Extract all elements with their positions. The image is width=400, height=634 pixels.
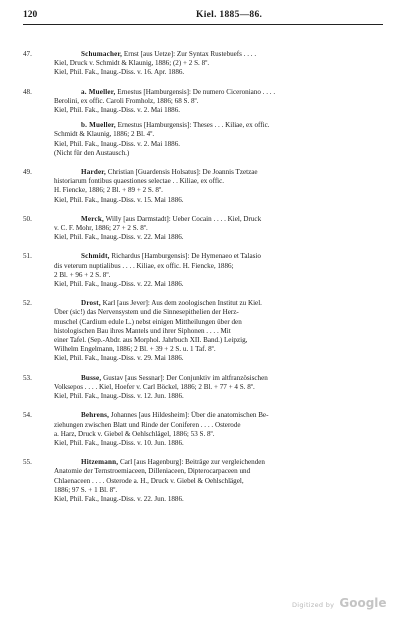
entry-body (54, 50, 383, 78)
entry-text: Gustav [aus Sessnar]: Der Conjunktiv im altfranzösischen (101, 373, 268, 382)
entry-gap (23, 289, 383, 299)
author-surname: Drost, (81, 299, 101, 308)
entry-line: Kiel, Phil. Fak., Inaug.-Diss. v. 15. Mai 1886. (54, 195, 184, 204)
author-surname: Busse, (81, 373, 102, 382)
entry-line: Berolini, ex offic. Caroli Fromholz, 1886; 68 S. 8º. (54, 96, 199, 105)
entry-text: Ernestus [Hamburgensis]: De numero Ciceroniano . . . . (115, 87, 276, 96)
entry-line: einer Tafel. (Sep.-Abdr. aus Morphol. Jahrbuch XII. Band.) Leipzig, (54, 336, 248, 345)
entry-line: dis veterum nuptialibus . . . . Kiliae, ex offic. H. Fiencke, 1886; (54, 261, 234, 270)
entry-first-line (54, 374, 383, 383)
list-item (23, 458, 383, 504)
entry-first-line (54, 88, 383, 97)
entry-line: H. Fiencke, 1886; 2 Bl. + 89 + 2 S. 8º. (54, 186, 163, 195)
entry-number: 52. (23, 299, 32, 308)
entry-first-line (54, 50, 383, 59)
entry-line: Kiel, Phil. Fak., Inaug.-Diss. v. 29. Mai 1886. (54, 354, 184, 363)
entry-line: 2 Bl. + 96 + 2 S. 8º. (54, 270, 111, 279)
entry-line: a. Harz, Druck v. Giebel & Oehlschlägel, 1886; 53 S. 8º. (54, 429, 215, 438)
author-surname: Schumacher, (81, 50, 123, 58)
entry-line: muschel (Cardium edule L.) nebst einigen Mittheilungen über den (54, 317, 242, 326)
entry-line: Kiel, Phil. Fak., Inaug.-Diss. v. 16. Apr. 1886. (54, 68, 185, 77)
entry-line: histologischen Bau ihres Mantels und ihrer Siphonen . . . . Mit (54, 326, 231, 335)
dissertation-list (23, 50, 383, 504)
entry-body (54, 168, 383, 205)
author-surname: Merck, (81, 214, 104, 223)
entry-line: Kiel, Phil. Fak., Inaug.-Diss. v. 2. Mai 1886. (54, 106, 181, 115)
entry-body (54, 374, 383, 402)
list-item (23, 50, 383, 78)
entry-text: Ernestus [Hamburgensis]: Theses . . . Kiliae, ex offic. (115, 121, 270, 130)
entry-number: 54. (23, 411, 32, 420)
list-item (23, 374, 383, 402)
digitized-by-google-watermark (292, 592, 387, 611)
entry-body (54, 88, 383, 116)
author-surname: Hitzemann, (81, 458, 119, 467)
list-item (23, 88, 383, 116)
entry-gap (23, 205, 383, 215)
header-rule (23, 24, 383, 25)
entry-text: Ernst [aus Uetze]: Zur Syntax Rustebuefs . . . . (122, 50, 257, 58)
list-item (23, 121, 383, 158)
entry-gap (23, 448, 383, 458)
entry-line: Kiel, Phil. Fak., Inaug.-Diss. v. 22. Mai 1886. (54, 280, 184, 289)
entry-line: Kiel, Phil. Fak., Inaug.-Diss. v. 2. Mai 1886. (54, 139, 181, 148)
entry-text: Carl [aus Hagenburg]: Beiträge zur vergleichenden (118, 458, 265, 467)
entry-body (54, 299, 383, 363)
entry-number: 49. (23, 168, 32, 177)
entry-gap (23, 364, 383, 374)
author-surname: Schmidt, (81, 252, 110, 261)
entry-text: Willy [aus Darmstadt]: Ueber Cocain . . . . Kiel, Druck (103, 214, 262, 223)
entry-first-line (54, 215, 383, 224)
entry-first-line (54, 458, 383, 467)
entry-gap (23, 242, 383, 252)
entry-text: Karl [aus Jever]: Aus dem zoologischen Institut zu Kiel. (100, 299, 262, 308)
entry-gap (23, 78, 383, 88)
entry-number: 47. (23, 50, 32, 58)
entry-number: 48. (23, 87, 32, 96)
entry-gap (23, 401, 383, 411)
entry-number: 55. (23, 458, 32, 467)
author-surname: b. Mueller, (81, 121, 116, 130)
entry-line: Kiel, Phil. Fak., Inaug.-Diss. v. 22. Jun. 1886. (54, 494, 184, 503)
author-surname: a. Mueller, (81, 87, 116, 96)
entry-text: Richardus [Hamburgensis]: De Hymenaeo et Talasio (109, 252, 261, 261)
entry-line: 1886; 97 S. + 1 Bl. 8º. (54, 485, 118, 494)
entry-body (54, 215, 383, 243)
entry-line: Kiel, Druck v. Schmidt & Klaunig, 1886; (2) + 2 S. 8º. (54, 59, 210, 68)
list-item (23, 168, 383, 205)
entry-line: Wilhelm Engelmann, 1886; 2 Bl. + 39 + 2 S. u. 1 Taf. 8º. (54, 345, 216, 354)
entry-body (54, 411, 383, 448)
entry-line: Kiel, Phil. Fak., Inaug.-Diss. v. 10. Jun. 1886. (54, 438, 184, 447)
entry-text: Johannes [aus Hildesheim]: Über die anatomischen Be- (109, 411, 269, 420)
entry-first-line (54, 252, 383, 261)
entry-number: 51. (23, 252, 32, 261)
list-item (23, 215, 383, 243)
entry-line: Kiel, Phil. Fak., Inaug.-Diss. v. 12. Jun. 1886. (54, 392, 184, 401)
author-surname: Harder, (81, 168, 106, 177)
entry-body (54, 458, 383, 504)
entry-line: v. C. F. Mohr, 1886; 27 + 2 S. 8º. (54, 224, 148, 233)
running-header (23, 10, 383, 22)
entry-line: ziehungen zwischen Blatt und Rinde der Coniferen . . . . Osterode (54, 420, 241, 429)
google-logo: Google (339, 596, 387, 610)
entry-text: Christian [Guardensis Holsatus]: De Joannis Tzetzae (105, 168, 258, 177)
entry-gap (23, 158, 383, 168)
entry-line: Volksepos . . . . Kiel, Hoefer v. Carl Böckel, 1886; 2 Bl. + 77 + 4 S. 8º. (54, 382, 255, 391)
author-surname: Behrens, (81, 411, 110, 420)
list-item (23, 252, 383, 289)
page-number: 120 (23, 10, 38, 20)
entry-line: Kiel, Phil. Fak., Inaug.-Diss. v. 22. Mai 1886. (54, 233, 184, 242)
entry-line: Schmidt & Klaunig, 1886; 2 Bl. 4º. (54, 130, 155, 139)
entry-number: 50. (23, 214, 32, 223)
entry-first-line (54, 168, 383, 177)
watermark-prefix: Digitized by (292, 601, 335, 609)
entry-body (54, 252, 383, 289)
entry-first-line (54, 299, 383, 308)
entry-line: Chlaenaceen . . . . Osterode a. H., Druck v. Giebel & Oehlschlägel, (54, 476, 244, 485)
running-title: Kiel. 1885—86. (196, 10, 263, 20)
list-item (23, 299, 383, 363)
entry-number: 53. (23, 373, 32, 382)
entry-line: (Nicht für den Austausch.) (54, 148, 130, 157)
entry-first-line (54, 411, 383, 420)
entry-first-line (54, 121, 383, 130)
entry-line: Über (sic!) das Nervensystem und die Sinnesepithelien der Herz- (54, 308, 239, 317)
entry-line: historiarum fontibus quaestiones selectae . . Kiliae, ex offic. (54, 177, 225, 186)
list-item (23, 411, 383, 448)
entry-line: Anatomie der Ternstroemiaceen, Dilleniaceen, Dipterocarpaceen und (54, 467, 251, 476)
entry-body (54, 121, 383, 158)
